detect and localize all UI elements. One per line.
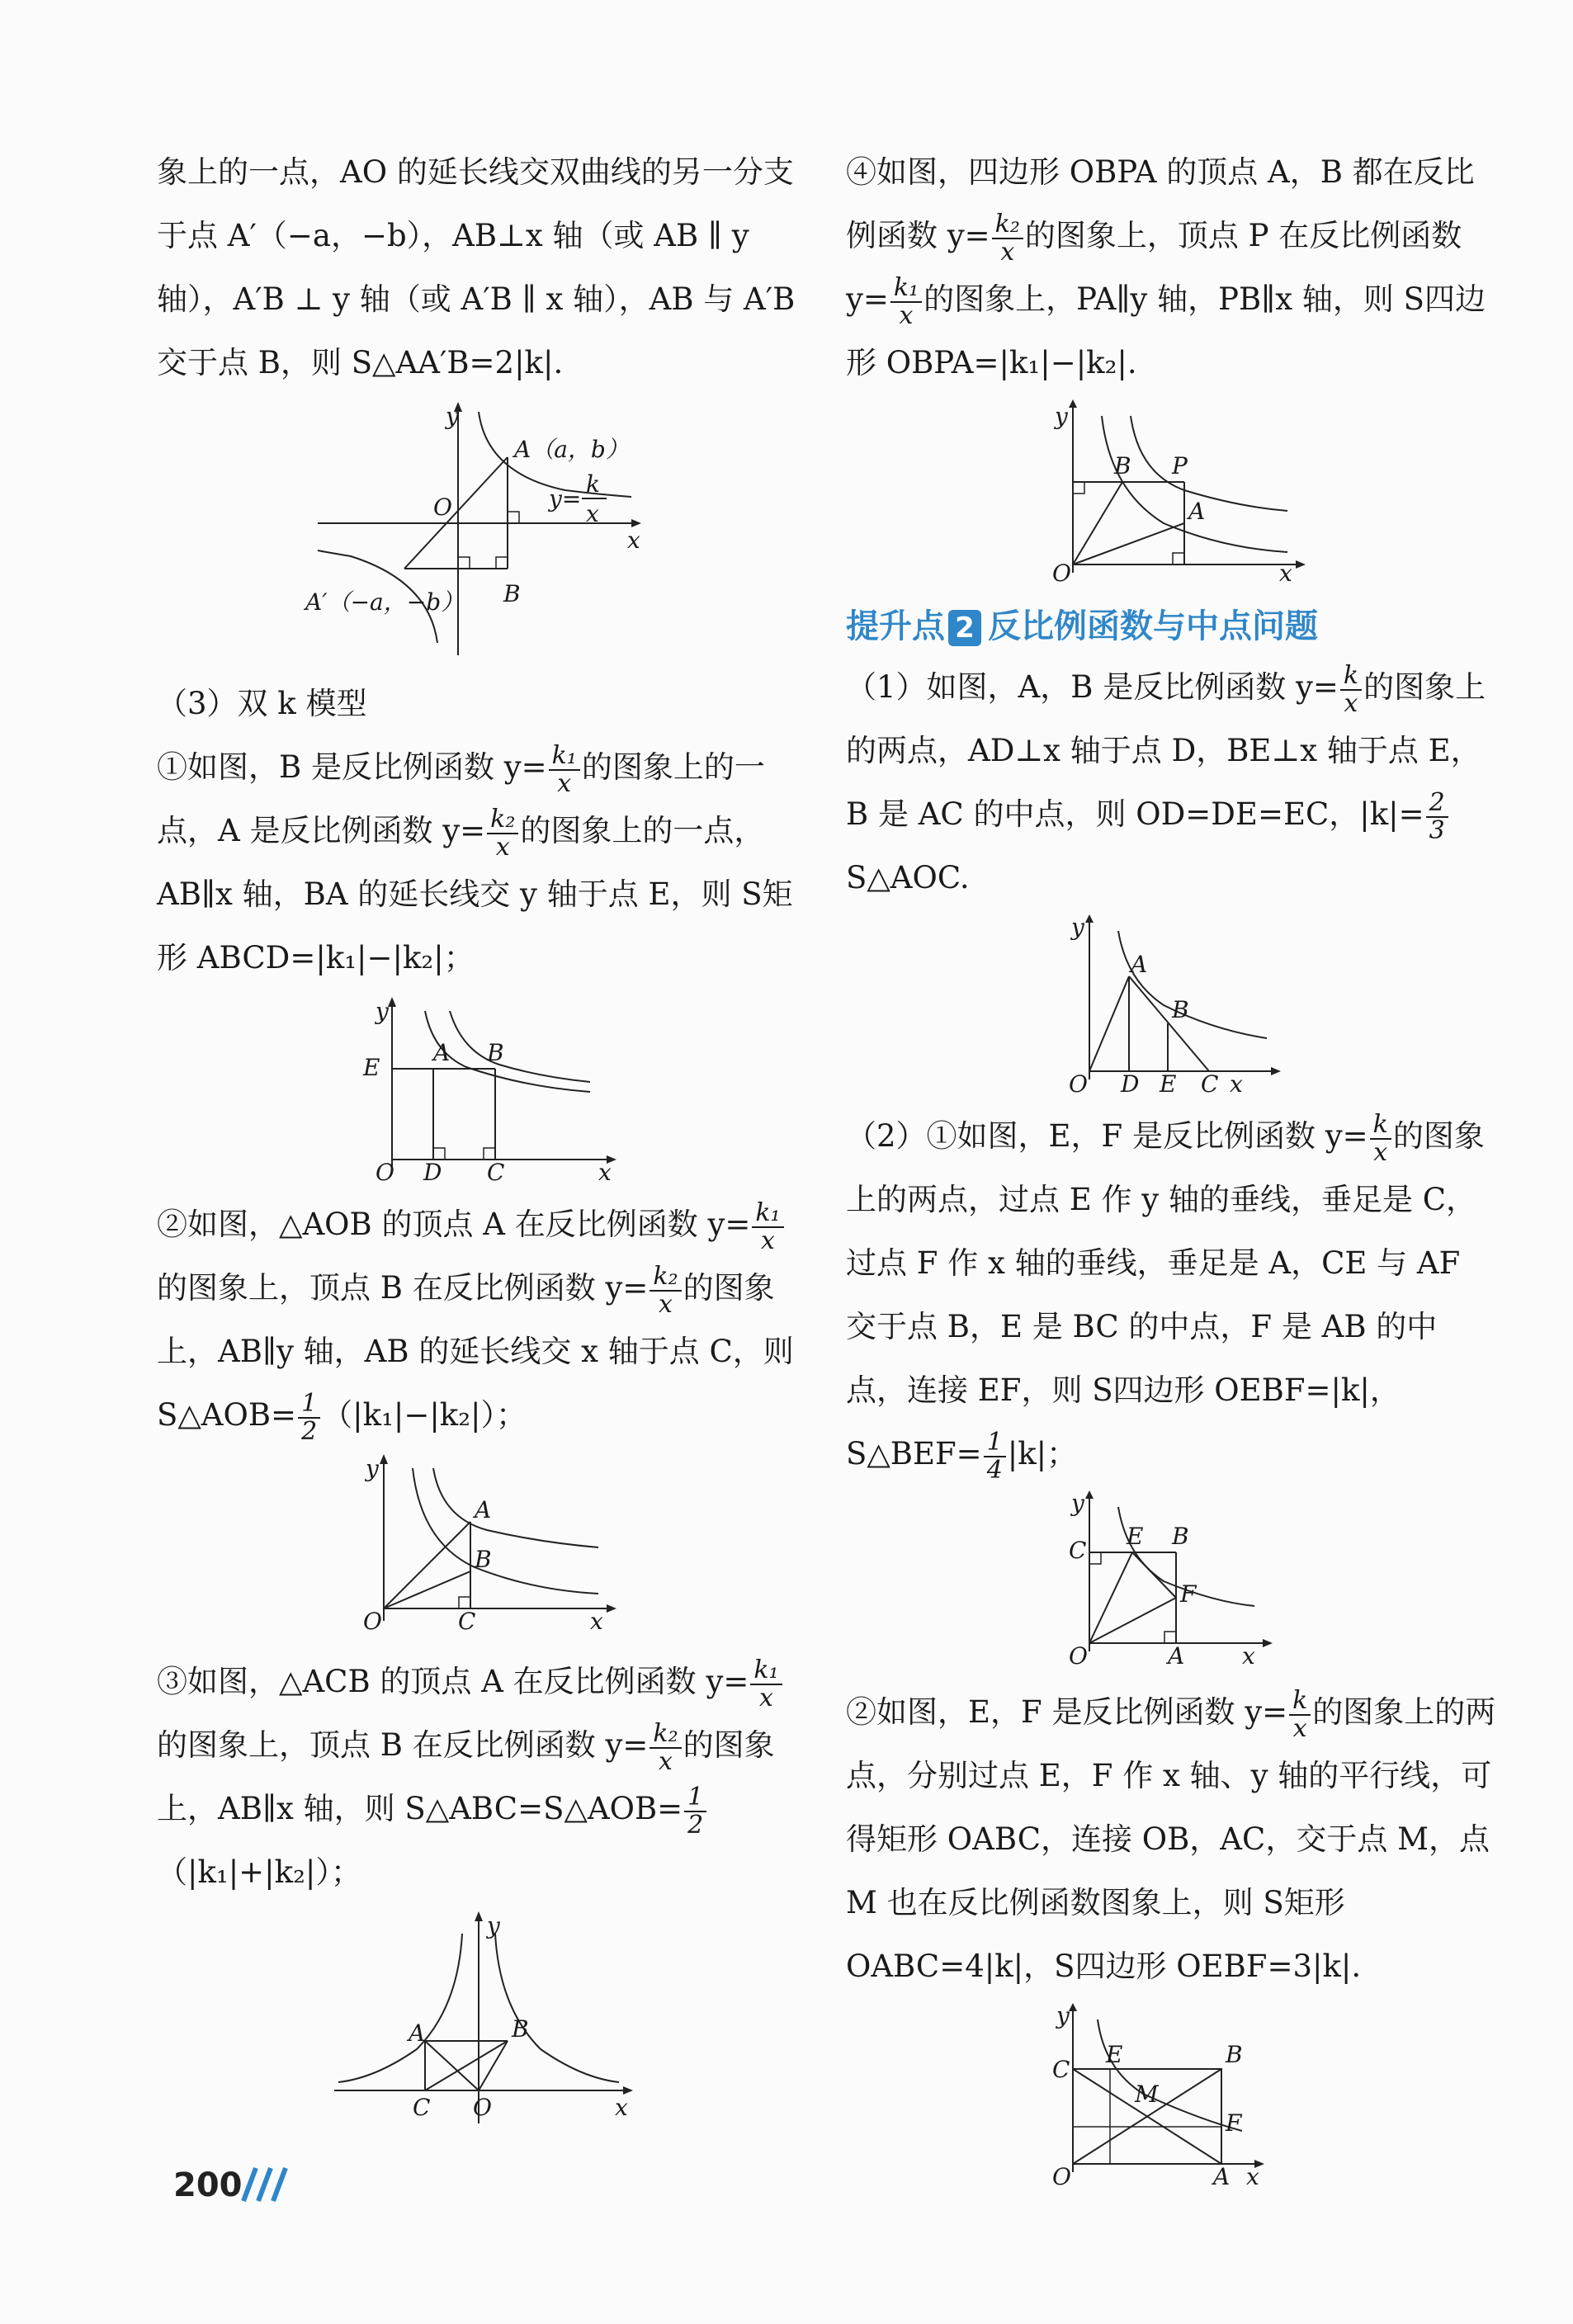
svg-text:B: B — [1172, 1523, 1189, 1550]
figure-triangle-aob — [342, 1452, 623, 1641]
svg-text:E: E — [1160, 1070, 1177, 1096]
svg-text:O: O — [473, 2094, 492, 2121]
svg-text:C: C — [1201, 1070, 1219, 1096]
figure-midpoint-3 — [1040, 2003, 1304, 2193]
label-k: k — [586, 470, 600, 498]
svg-text:E: E — [363, 1054, 380, 1081]
svg-text:x: x — [590, 1608, 603, 1635]
svg-text:O: O — [1069, 1642, 1088, 1670]
left-column — [157, 140, 809, 2140]
section-number-badge: 2 — [948, 610, 981, 646]
svg-text:y: y — [1056, 2003, 1070, 2029]
svg-text:D: D — [1121, 1070, 1140, 1096]
svg-text:x: x — [1242, 1642, 1255, 1670]
right-column — [846, 140, 1498, 2201]
svg-text:B: B — [1114, 452, 1131, 479]
svg-text:E: E — [1127, 1523, 1144, 1550]
svg-text:C: C — [1069, 1537, 1087, 1564]
svg-text:B: B — [487, 1039, 504, 1066]
paragraph-midpoint-2: （2）①如图，E，F 是反比例函数 y= $\frac{k}{x}$ 的图象上的两点，过点 E 作 y 轴的垂线，垂足是 C，过点 F 作 x 轴的垂线，垂足是 A，CE 与 AF 交于点 B，E 是 BC 的中点，F 是 AB 的中点，连接 EF，则 S四边形 OEBF=|k|，S△BEF= $\frac{1}{4}$ |k|； — [846, 1109, 1485, 1485]
figure-quad-obpa — [1032, 399, 1312, 589]
paragraph-double-k-3: ③如图，△ACB 的顶点 A 在反比例函数 y= $\frac{\text{k₁}}{x}$ 的图象上，顶点 B 在反比例函数 y= $\frac{\text{k₂}}{x}$ 的图象上，AB∥x 轴，则 S△ABC=S△AOB= $\frac{1}{2}$ （|k₁|+|k₂|）； — [157, 1650, 809, 1904]
svg-text:y: y — [366, 1455, 379, 1482]
svg-text:O: O — [1052, 2163, 1071, 2190]
svg-text:y: y — [376, 998, 389, 1025]
svg-text:F: F — [1180, 1580, 1197, 1608]
svg-text:M: M — [1135, 2081, 1159, 2108]
svg-text:x: x — [598, 1159, 612, 1184]
svg-text:y: y — [1055, 403, 1068, 430]
svg-text:O: O — [1052, 560, 1071, 587]
svg-text:B: B — [475, 1546, 492, 1573]
svg-text:y: y — [487, 1912, 500, 1939]
svg-text:B: B — [512, 2015, 529, 2043]
svg-text:A: A — [1168, 1642, 1185, 1670]
figure-triangle-acb — [326, 1909, 640, 2132]
subheading-double-k: （3）双 k 模型 — [157, 686, 367, 721]
label-o: O — [433, 494, 452, 521]
svg-text:C: C — [458, 1608, 476, 1635]
label-y: y — [446, 403, 459, 430]
label-a: A（a，b） — [514, 436, 629, 463]
svg-text:O: O — [1069, 1070, 1088, 1096]
svg-text:y: y — [1071, 914, 1084, 941]
svg-text:D: D — [423, 1159, 442, 1184]
svg-text:y: y — [1071, 1490, 1084, 1517]
label-x: x — [627, 527, 640, 554]
svg-text:E: E — [1106, 2041, 1123, 2068]
label-xd: x — [586, 500, 599, 527]
paragraph-double-k-1: ①如图，B 是反比例函数 y= $\frac{\text{k₁}}{x}$ 的图象上的一点，A 是反比例函数 y= $\frac{\text{k₂}}{x}$ 的图象上的一点，AB∥x 轴，BA 的延长线交 y 轴于点 E，则 S矩形 ABCD=|k₁|−|k₂|； — [157, 740, 793, 975]
svg-text:C: C — [487, 1159, 505, 1184]
svg-text:x: x — [1279, 560, 1292, 587]
svg-text:C: C — [413, 2094, 431, 2121]
paragraph-midpoint-1: （1）如图，A，B 是反比例函数 y= $\frac{k}{x}$ 的图象上的两点，AD⊥x 轴于点 D，BE⊥x 轴于点 E，B 是 AC 的中点，则 OD=DE=EC，|k|= $\frac{2}{3}$ S△AOC. — [846, 660, 1486, 895]
svg-text:A: A — [1131, 951, 1148, 978]
svg-text:A: A — [1213, 2163, 1231, 2190]
figure-midpoint-1 — [1048, 914, 1296, 1096]
svg-text:F: F — [1226, 2109, 1242, 2137]
svg-text:A: A — [1188, 498, 1206, 525]
svg-text:x: x — [615, 2094, 628, 2121]
svg-text:A: A — [475, 1496, 492, 1523]
figure-aa-prime-b — [301, 399, 664, 664]
paragraph-midpoint-3: ②如图，E，F 是反比例函数 y= $\frac{k}{x}$ 的图象上的两点，分别过点 E，F 作 x 轴、y 轴的平行线，可得矩形 OABC，连接 OB，AC，交于点 M，点 M 也在反比例函数图象上，则 S矩形 OABC=4|k|，S四边形 OEBF=3|k|. — [846, 1685, 1496, 1984]
svg-text:O: O — [376, 1159, 394, 1184]
paragraph-double-k-2: ②如图，△AOB 的顶点 A 在反比例函数 y= $\frac{\text{k₁}}{x}$ 的图象上，顶点 B 在反比例函数 y= $\frac{\text{k₂}}{x}$ 的图象上，AB∥y 轴，AB 的延长线交 x 轴于点 C，则 S△AOB= $\frac{1}{2}$ （|k₁|−|k₂|）； — [157, 1197, 794, 1446]
svg-text:x: x — [1246, 2163, 1259, 2190]
svg-text:A: A — [409, 2019, 426, 2047]
label-a-prime: A′（−a，−b） — [305, 588, 465, 616]
svg-text:x: x — [1230, 1070, 1243, 1096]
svg-text:B: B — [1172, 996, 1189, 1023]
figure-midpoint-2 — [1048, 1490, 1296, 1672]
label-b: B — [503, 580, 521, 607]
svg-text:A: A — [433, 1039, 451, 1066]
page-number-slash-decoration-icon — [235, 2164, 293, 2205]
svg-text:B: B — [1226, 2041, 1243, 2068]
paragraph-aa-prime: 象上的一点，AO 的延长线交双曲线的另一分支于点 A′（−a，−b），AB⊥x 轴（或 AB ∥ y 轴），A′B ⊥ y 轴（或 A′B ∥ x 轴），AB 与 A′B 交于点 B，则 S△AA′B=2|k|. — [157, 154, 796, 380]
figure-rect-abcd — [342, 994, 623, 1184]
label-yeq: y= — [549, 485, 582, 513]
page-number: 200 — [173, 2166, 243, 2204]
svg-text:P: P — [1172, 452, 1188, 479]
svg-text:O: O — [363, 1608, 382, 1635]
svg-text:C: C — [1052, 2056, 1070, 2083]
section-title: 提升点 2 反比例函数与中点问题 — [846, 607, 1318, 645]
paragraph-quad-obpa: ④如图，四边形 OBPA 的顶点 A，B 都在反比例函数 y= $\frac{\text{k₂}}{x}$ 的图象上，顶点 P 在反比例函数 y= $\frac{\text{k₁}}{x}$ 的图象上，PA∥y 轴，PB∥x 轴，则 S四边形 OBPA=|k₁|−|k₂|. — [846, 154, 1486, 380]
